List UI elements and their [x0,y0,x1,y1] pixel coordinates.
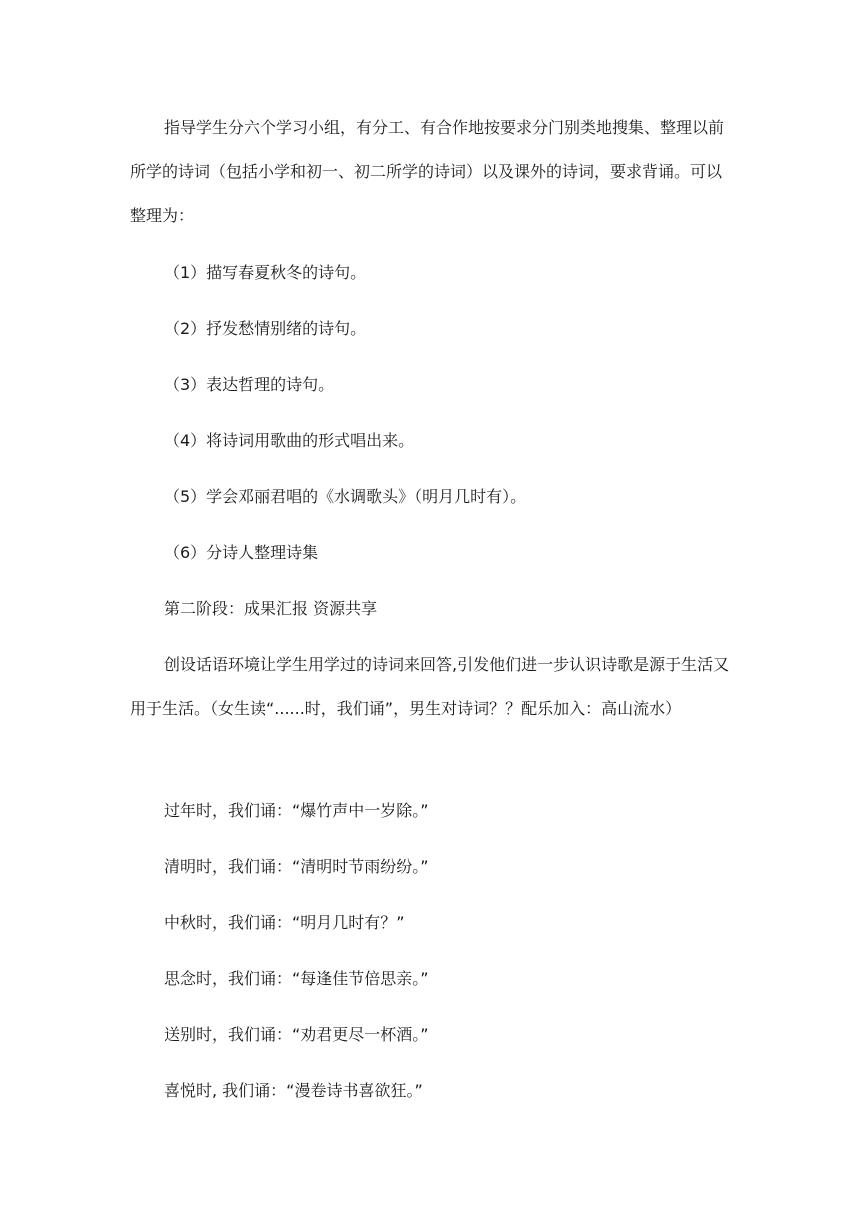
recitation-line-6: 喜悦时, 我们诵：“漫卷诗书喜欲狂。” [164,1081,423,1100]
recitation-line-1: 过年时，我们诵：“爆竹声中一岁除。” [164,801,429,820]
list-item-6: （6）分诗人整理诗集 [164,543,319,562]
list-item-5: （5）学会邓丽君唱的《水调歌头》（明月几时有）。 [164,487,527,506]
recitation-line-5: 送别时，我们诵：“劝君更尽一杯酒。” [164,1025,429,1044]
recitation-line-2: 清明时，我们诵：“清明时节雨纷纷。” [164,857,429,876]
recitation-line-3: 中秋时，我们诵：“明月几时有？” [164,913,405,932]
context-paragraph: 创设话语环境让学生用学过的诗词来回答,引发他们进一步认识诗歌是源于生活又用于生活。（女生读“......时，我们诵”，男生对诗词？？配乐加入：高山流水） [130,655,730,718]
list-item-4: （4）将诗词用歌曲的形式唱出来。 [164,431,415,450]
recitation-line-4: 思念时，我们诵：“每逢佳节倍思亲。” [164,969,429,988]
list-item-3: （3）表达哲理的诗句。 [164,375,335,394]
intro-paragraph: 指导学生分六个学习小组，有分工、有合作地按要求分门别类地搜集、整理以前所学的诗词（包括小学和初一、初二所学的诗词）以及课外的诗词，要求背诵。可以整理为： [130,118,725,225]
list-item-1: （1）描写春夏秋冬的诗句。 [164,263,367,282]
stage-two-heading: 第二阶段：成果汇报 资源共享 [164,599,378,618]
list-item-2: （2）抒发愁情别绪的诗句。 [164,319,367,338]
